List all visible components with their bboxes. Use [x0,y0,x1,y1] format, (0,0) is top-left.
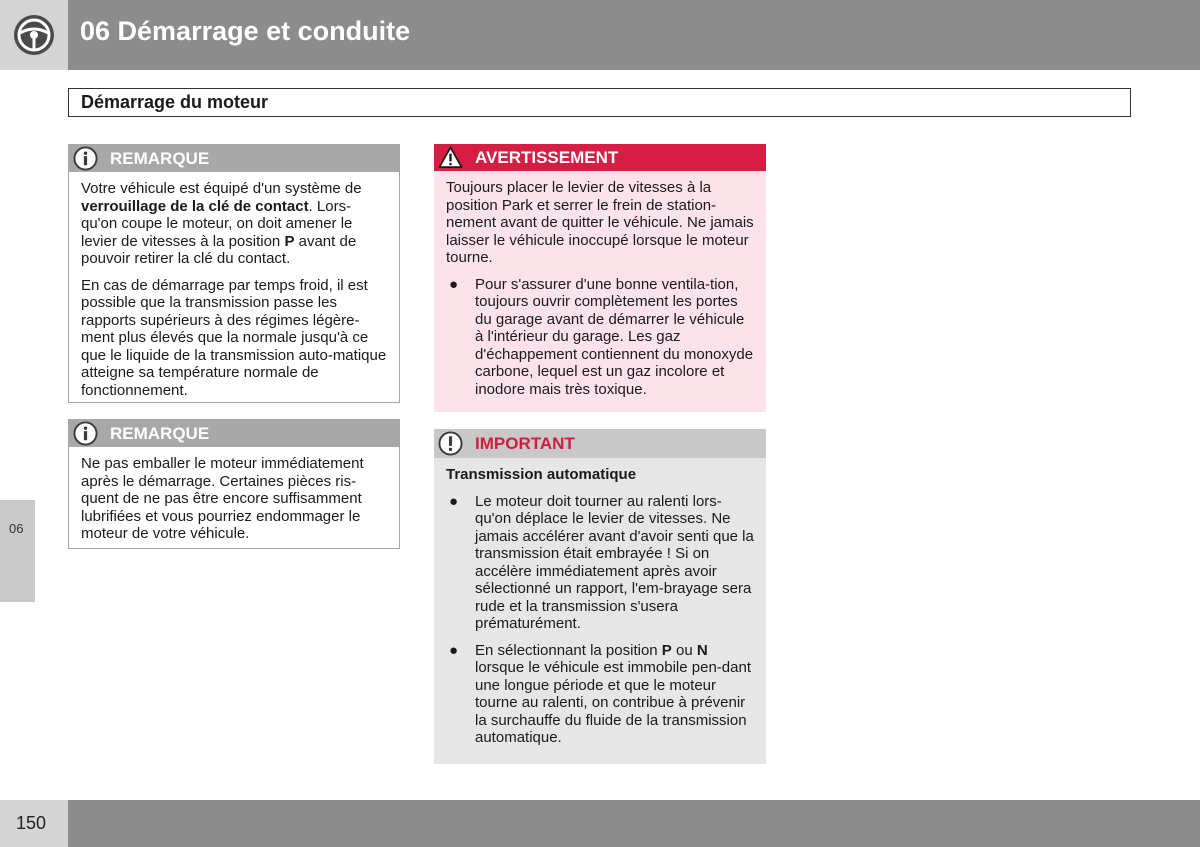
exclamation-circle-icon [438,431,463,456]
important-heading: IMPORTANT [475,434,575,453]
info-icon [73,421,98,446]
header-icon-area [0,0,68,70]
note-paragraph: Votre véhicule est équipé d'un système de verrouillage de la clé de contact. Lors-qu'on coupe le moteur, on doit amener le levier de vitesses à la position P avant de pouvoir retirer la clé du contact. [81,180,362,267]
note-heading: REMARQUE [110,424,210,443]
warning-triangle-icon [438,145,463,170]
warning-paragraph: Toujours placer le levier de vitesses à la position Park et serrer le frein de station-nement avant de quitter le véhicule. Ne jamais laisser le véhicule inoccupé lorsque le moteur tourne. [446,179,754,266]
important-bullet-list [446,493,754,747]
list-item: ● En sélectionnant la position P ou N lorsque le véhicule est immobile pen-dant une longue période et que le moteur tourne au ralenti, on contribue à prévenir la surchauffe du fluide de la transmission automatique. [449,641,751,746]
chapter-side-tab [0,500,35,602]
important-box [434,429,766,764]
list-item: ● Le moteur doit tourner au ralenti lors-qu'on déplace le levier de vitesses. Ne jamais accélérer avant d'avoir senti que la transmission était embrayée ! Si on accélère immédiatement après avoir sélectionné un rapport, l'em-brayage sera rude et la transmission s'usera prématurément. [449,492,754,632]
chapter-title: 06 Démarrage et conduite [80,16,411,46]
section-title-box [68,88,1131,117]
note-header [69,420,399,447]
list-item: ● Pour s'assurer d'une bonne ventila-tion, toujours ouvrir complètement les portes du garage avant de démarrer le véhicule à l'intérieur du garage. Les gaz d'échappement contiennent du monoxyde carbone, lequel est un gaz incolore et inodore mais très toxique. [449,275,754,398]
note-body [69,447,399,553]
warning-header [434,144,766,171]
section-title: Démarrage du moteur [81,92,269,112]
steering-wheel-icon [12,13,56,57]
side-tab-label: 06 [9,521,24,536]
footer-page-area [0,800,68,847]
page-number: 150 [16,813,47,833]
important-subheading: Transmission automatique [446,466,637,483]
note-header [69,145,399,172]
note-heading: REMARQUE [110,149,210,168]
important-header [434,429,766,458]
warning-body [434,171,766,408]
info-icon [73,146,98,171]
warning-box [434,144,766,412]
warning-heading: AVERTISSEMENT [475,148,619,167]
important-body [434,458,766,757]
footer-bar [68,800,1200,847]
note-box-engine-revving [68,419,400,549]
note-paragraph: Ne pas emballer le moteur immédiatement après le démarrage. Certaines pièces ris-quent de ne pas être encore suffisamment lubrifiées et vous pourriez endommager le moteur de votre véhicule. [81,455,364,542]
warning-bullet-list [446,276,754,399]
note-body [69,172,399,409]
note-box-key-lock [68,144,400,403]
note-paragraph: En cas de démarrage par temps froid, il est possible que la transmission passe les rapports supérieurs à des régimes légère-ment plus élevés que la normale jusqu'à ce que le liquide de la transmission auto-matique atteigne sa température normale de fonctionnement. [81,276,387,399]
